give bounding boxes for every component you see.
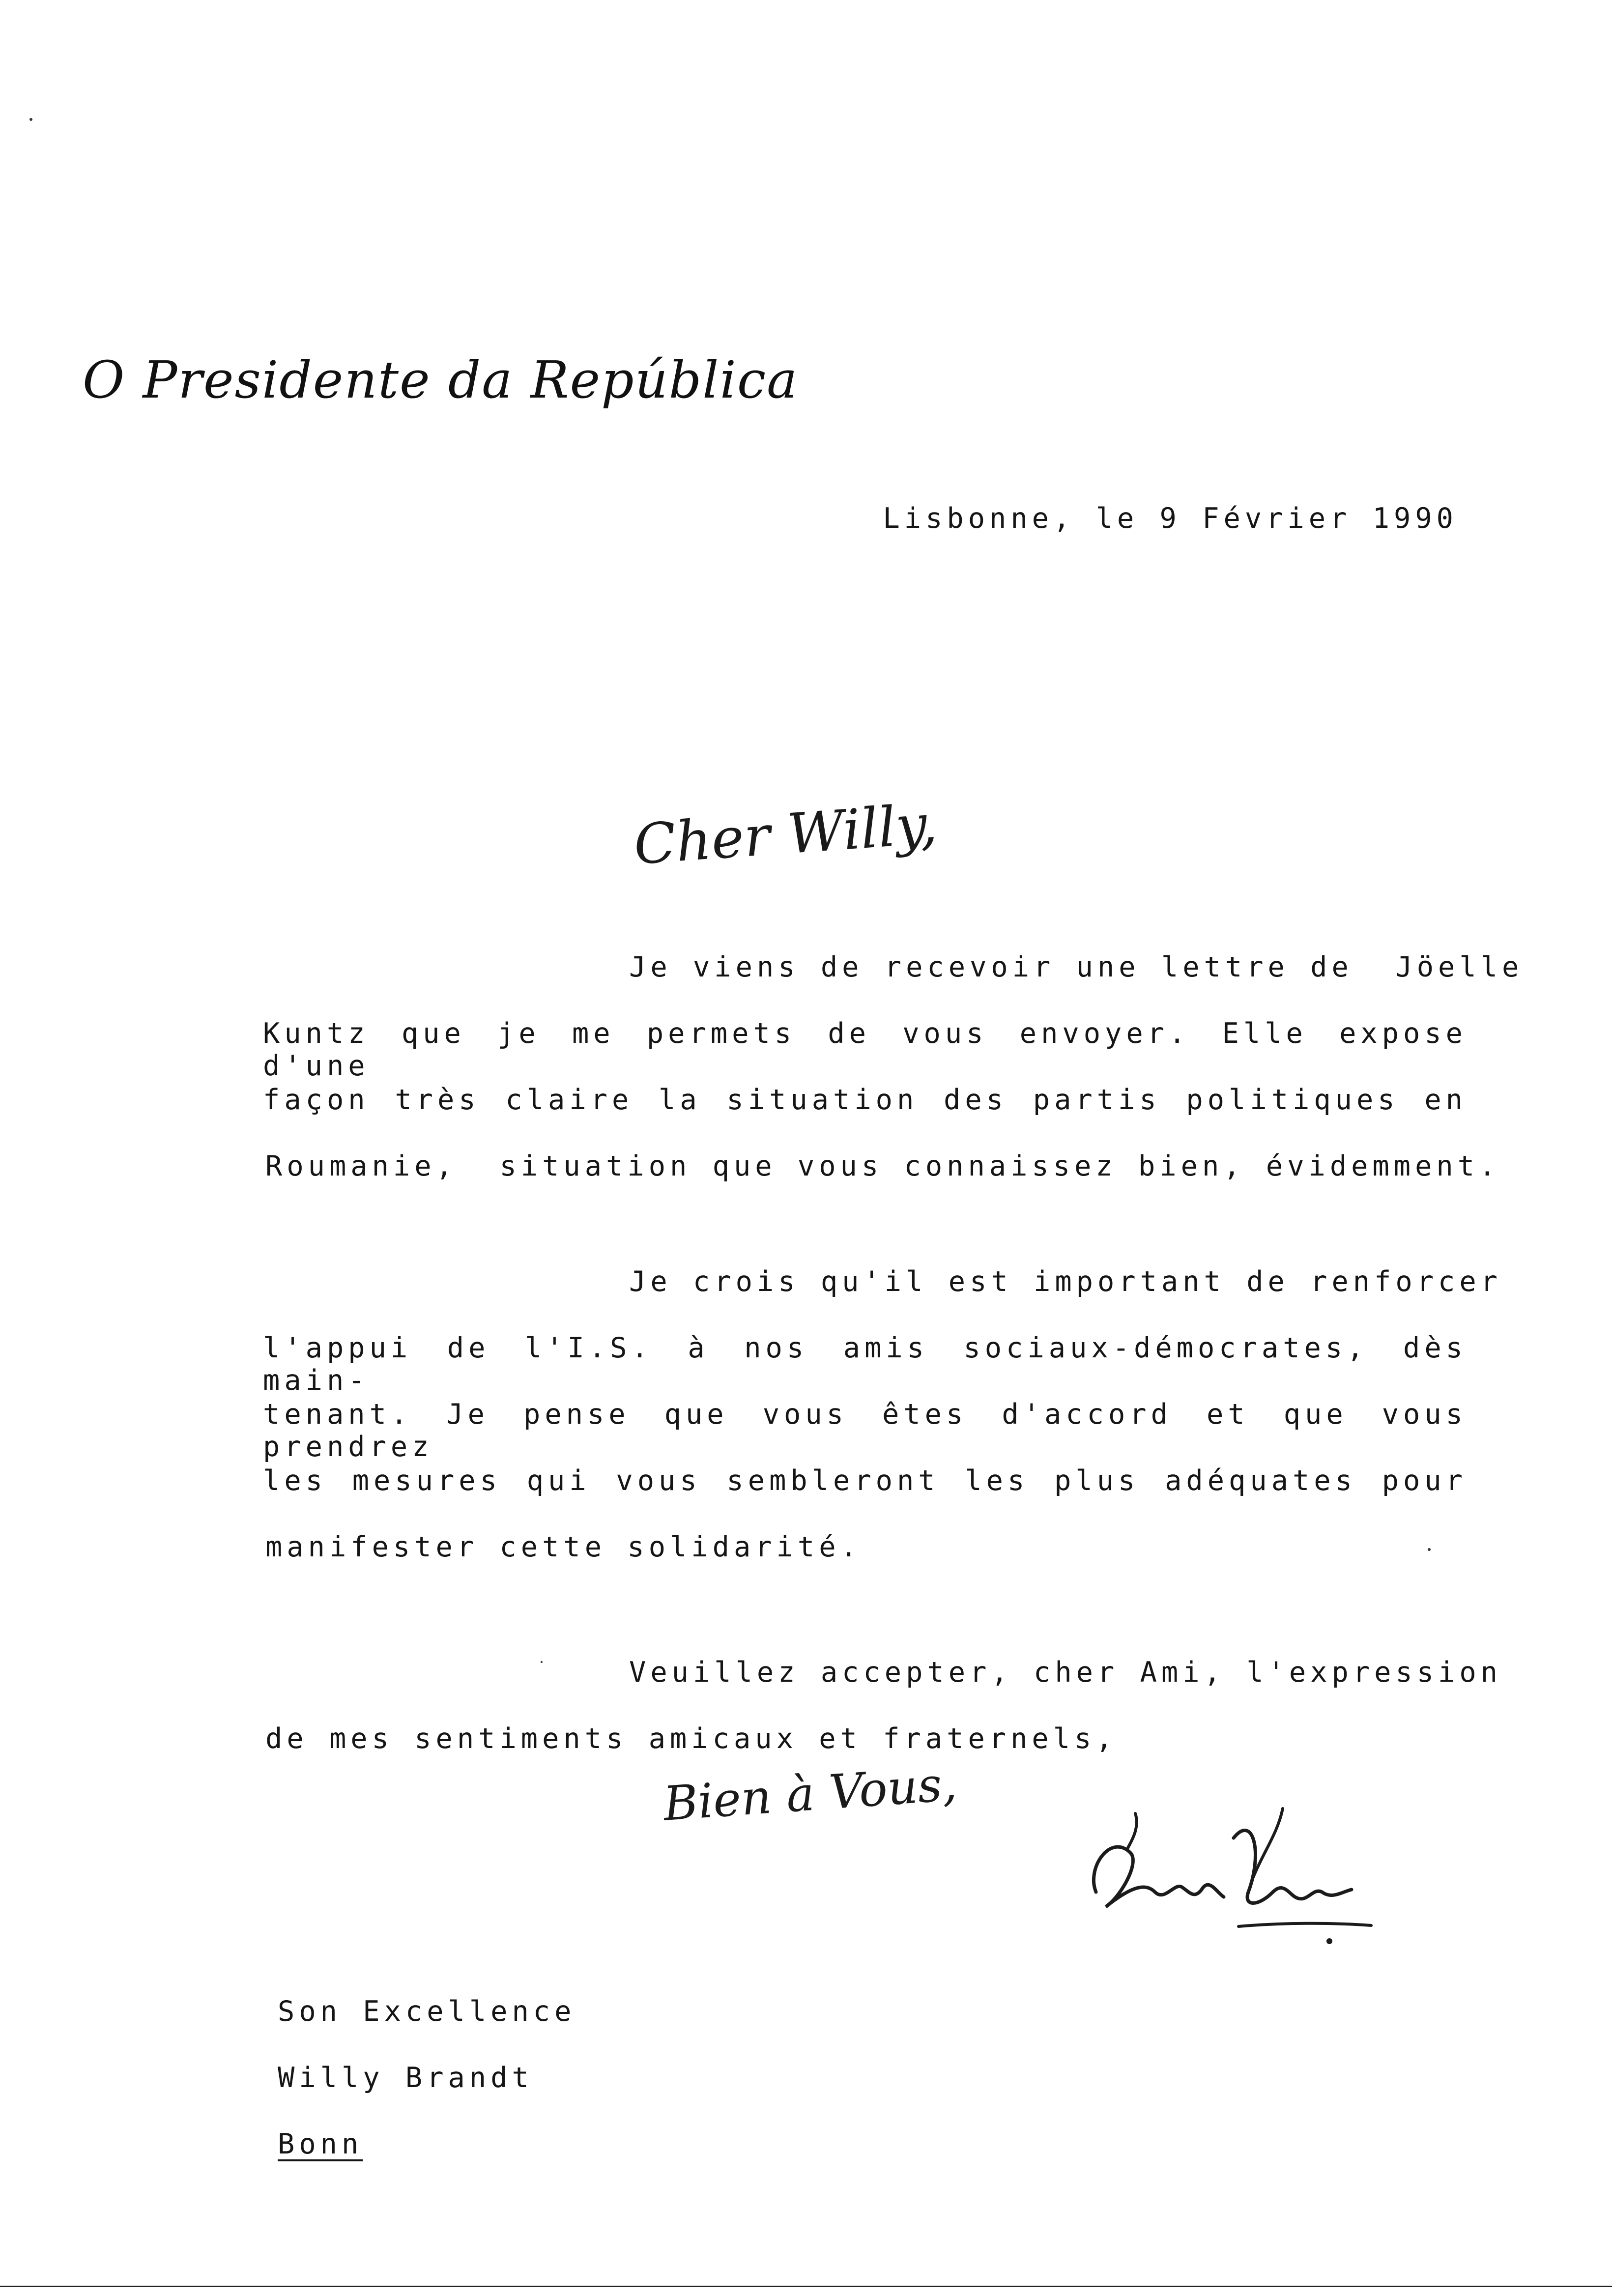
salutation: Cher Willy, bbox=[632, 792, 939, 877]
paragraph1-line4: Roumanie, situation que vous connaissez bien, évidemment. bbox=[265, 1150, 1500, 1182]
scan-speck bbox=[29, 118, 32, 121]
paragraph2-line3: tenant. Je pense que vous êtes d'accord et que vous prendrez bbox=[263, 1398, 1467, 1463]
paragraph3-line1: Veuillez accepter, cher Ami, l'expression bbox=[629, 1656, 1502, 1689]
signature bbox=[1076, 1794, 1381, 1956]
bottom-edge-line bbox=[0, 2286, 1612, 2287]
letterhead: O Presidente da República bbox=[83, 350, 799, 410]
paragraph2-line1: Je crois qu'il est important de renforcer bbox=[629, 1265, 1502, 1298]
recipient-city: Bonn bbox=[278, 2128, 363, 2160]
paragraph1-line2: Kuntz que je me permets de vous envoyer. Elle expose d'une bbox=[263, 1017, 1467, 1082]
paragraph1-line1: Je viens de recevoir une lettre de Jöelle bbox=[629, 951, 1524, 983]
paragraph2-line2: l'appui de l'I.S. à nos amis sociaux-démocrates, dès main- bbox=[263, 1332, 1467, 1397]
recipient-name: Willy Brandt bbox=[278, 2062, 533, 2094]
paragraph2-line5: manifester cette solidarité. bbox=[265, 1531, 862, 1563]
scan-speck bbox=[541, 1661, 543, 1663]
scan-speck bbox=[1428, 1548, 1431, 1551]
handwritten-closing: Bien à Vous, bbox=[662, 1756, 959, 1832]
date-line: Lisbonne, le 9 Février 1990 bbox=[883, 502, 1458, 535]
recipient-title: Son Excellence bbox=[278, 1995, 576, 2028]
paragraph1-line3: façon très claire la situation des partis politiques en bbox=[263, 1084, 1467, 1116]
paragraph3-line2: de mes sentiments amicaux et fraternels, bbox=[265, 1722, 1117, 1755]
paragraph2-line4: les mesures qui vous sembleront les plus adéquates pour bbox=[263, 1464, 1467, 1497]
